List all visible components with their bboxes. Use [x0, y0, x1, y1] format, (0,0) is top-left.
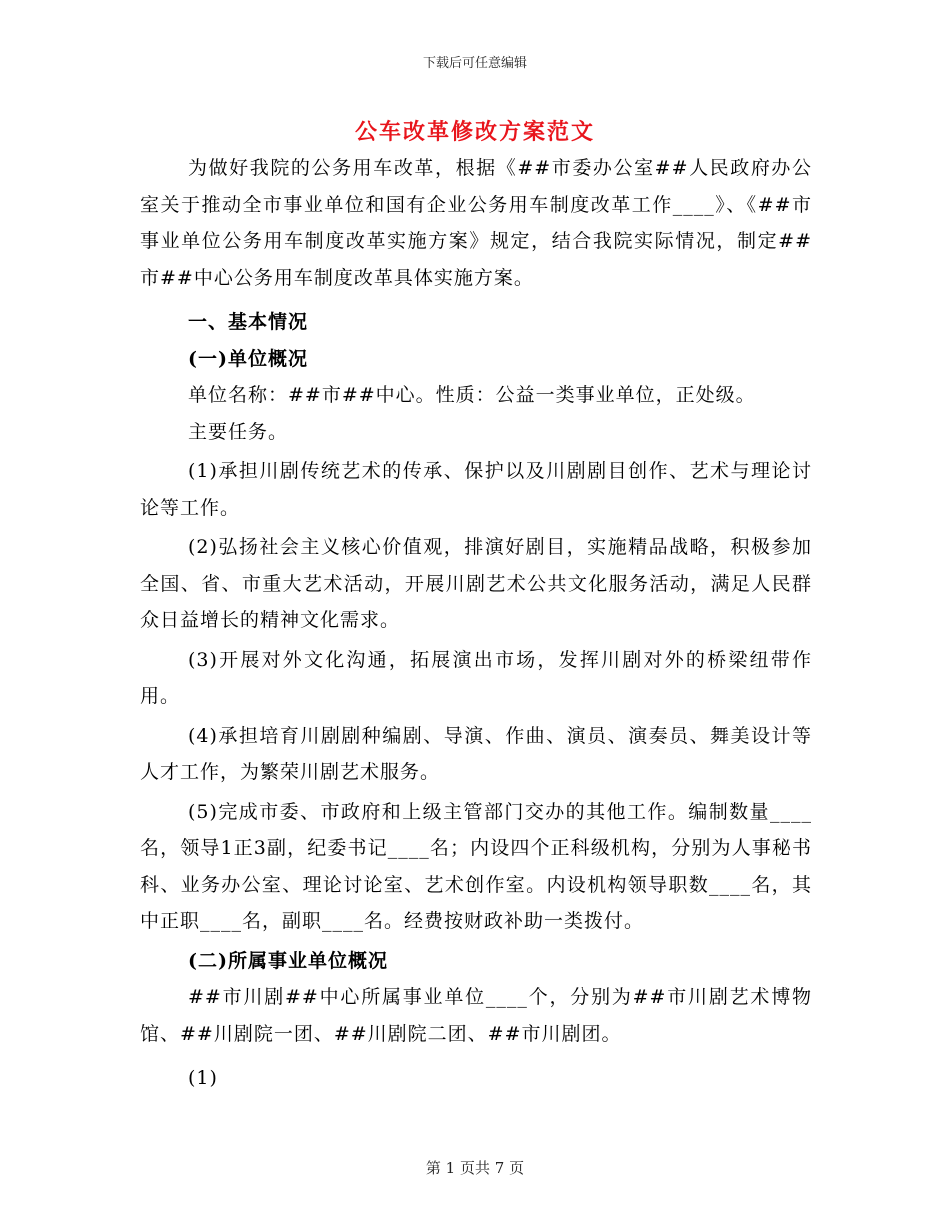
task-item-2: (2)弘扬社会主义核心价值观，排演好剧目，实施精品战略，积极参加全国、省、市重大艺术活动，开展川剧艺术公共文化服务活动，满足人民群众日益增长的精神文化需求。	[140, 536, 812, 631]
sub-units-paragraph: ##市川剧##中心所属事业单位____个，分别为##市川剧艺术博物馆、##川剧院一团、##川剧院二团、##市川剧团。	[140, 986, 812, 1045]
section-heading-1: 一、基本情况	[188, 311, 309, 333]
tasks-label: 主要任务。	[188, 420, 289, 443]
task-item-3: (3)开展对外文化沟通，拓展演出市场，发挥川剧对外的桥梁纽带作用。	[140, 648, 812, 707]
task-item-4: (4)承担培育川剧剧种编剧、导演、作曲、演员、演奏员、舞美设计等人才工作，为繁荣川剧艺术服务。	[140, 724, 812, 783]
list-item-1-marker: (1)	[188, 1067, 218, 1089]
page-footer: 第 1 页共 7 页	[425, 1159, 525, 1177]
intro-paragraph: 为做好我院的公务用车改革，根据《##市委办公室##人民政府办公室关于推动全市事业单位和国有企业公务用车制度改革工作____》、《##市事业单位公务用车制度改革实施方案》规定，结合我院实际情况，制定##市##中心公务用车制度改革具体实施方案。	[140, 157, 812, 289]
unit-info-paragraph: 单位名称：##市##中心。性质：公益一类事业单位，正处级。	[188, 384, 756, 406]
page-header-note: 下载后可任意编辑	[422, 56, 527, 71]
subsection-heading-sub-units: (二)所属事业单位概况	[188, 949, 388, 972]
document-body	[140, 150, 812, 1097]
task-item-5: (5)完成市委、市政府和上级主管部门交办的其他工作。编制数量____名，领导1正3副，纪委书记____名；内设四个正科级机构，分别为人事秘书科、业务办公室、理论讨论室、艺术创作室。内设机构领导职数____名，其中正职____名，副职____名。经费按财政补助一类拨付。	[140, 800, 812, 932]
task-item-1: (1)承担川剧传统艺术的传承、保护以及川剧剧目创作、艺术与理论讨论等工作。	[140, 460, 812, 519]
subsection-heading-unit-overview: (一)单位概况	[188, 347, 308, 370]
document-title: 公车改革修改方案范文	[354, 119, 595, 145]
